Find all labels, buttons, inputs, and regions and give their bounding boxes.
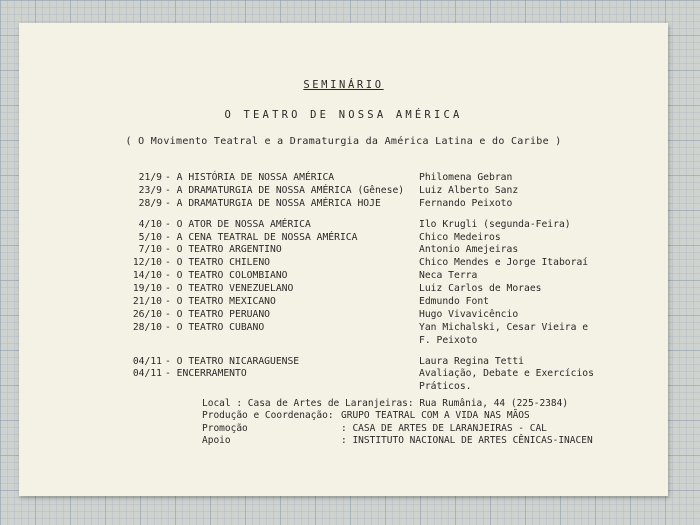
- schedule-row: [115, 244, 635, 257]
- schedule-row: [115, 335, 635, 348]
- producao-label: Produção e Coordenação:: [202, 410, 334, 422]
- session-speaker: Luiz Alberto Sanz: [419, 184, 519, 196]
- session-speaker: Práticos.: [419, 381, 472, 393]
- session-date: 21/9: [138, 172, 162, 183]
- schedule-list: [115, 172, 635, 394]
- session-topic: - O TEATRO COLOMBIANO: [165, 270, 288, 282]
- schedule-row: [115, 309, 635, 322]
- session-speaker: Luiz Carlos de Moraes: [419, 283, 542, 295]
- session-date: 14/10: [132, 270, 162, 282]
- session-topic: - O TEATRO PERUANO: [165, 308, 270, 320]
- info-apoio: [202, 435, 652, 447]
- schedule-row: [115, 185, 635, 198]
- schedule-row: [115, 381, 635, 394]
- schedule-row: [115, 219, 635, 232]
- session-speaker: Hugo Vivavicêncio: [419, 308, 519, 320]
- session-date: 21/10: [132, 296, 162, 308]
- schedule-row: [115, 172, 635, 185]
- session-speaker: Ilo Krugli (segunda-Feira): [419, 218, 571, 230]
- session-speaker: Chico Mendes e Jorge Itaboraí: [419, 257, 589, 269]
- apoio-value: : INSTITUTO NACIONAL DE ARTES CÊNICAS-INACEN: [341, 435, 593, 447]
- schedule-row: [115, 283, 635, 296]
- schedule-row: [115, 270, 635, 283]
- seminar-tagline: ( O Movimento Teatral e a Dramaturgia da América Latina e do Caribe ): [125, 136, 562, 147]
- session-date: 7/10: [138, 244, 162, 256]
- session-topic: - O TEATRO NICARAGUENSE: [165, 355, 300, 367]
- promocao-value: : CASA DE ARTES DE LARANJEIRAS - CAL: [341, 422, 547, 434]
- session-date: 28/9: [138, 197, 162, 209]
- session-topic: - A DRAMATURGIA DE NOSSA AMÉRICA HOJE: [165, 197, 381, 209]
- session-speaker: Fernando Peixoto: [419, 197, 513, 209]
- session-date: 23/9: [138, 184, 162, 196]
- session-speaker: Chico Medeiros: [419, 231, 501, 243]
- session-date: 19/10: [132, 283, 162, 295]
- schedule-row: [115, 322, 635, 335]
- promocao-label: Promoção: [202, 422, 248, 434]
- session-topic: - O TEATRO CUBANO: [165, 321, 265, 333]
- apoio-label: Apoio: [202, 435, 231, 447]
- session-date: 4/10: [138, 218, 162, 230]
- session-topic: - O ATOR DE NOSSA AMÉRICA: [165, 218, 311, 230]
- session-topic: - O TEATRO CHILENO: [165, 257, 270, 269]
- session-date: 12/10: [132, 257, 162, 269]
- info-local: [202, 398, 652, 410]
- session-speaker: Edmundo Font: [419, 296, 489, 308]
- document-title: SEMINÁRIO: [303, 79, 384, 91]
- session-topic: - A HISTÓRIA DE NOSSA AMÉRICA: [165, 172, 335, 183]
- info-producao: [202, 410, 652, 422]
- local-text: Local : Casa de Artes de Laranjeiras: Rua Rumânia, 44 (225-2384): [202, 398, 569, 409]
- seminar-subtitle: O TEATRO DE NOSSA AMÉRICA: [224, 109, 463, 121]
- schedule-row: [115, 257, 635, 270]
- session-speaker: Antonio Amejeiras: [419, 244, 519, 256]
- session-topic: - O TEATRO ARGENTINO: [165, 244, 282, 256]
- session-topic: - ENCERRAMENTO: [165, 368, 247, 380]
- session-speaker: Avaliação, Debate e Exercícios: [419, 368, 594, 380]
- session-speaker: Philomena Gebran: [419, 172, 513, 183]
- session-topic: - A CENA TEATRAL DE NOSSA AMÉRICA: [165, 231, 358, 243]
- producao-value: GRUPO TEATRAL COM A VIDA NAS MÃOS: [341, 410, 530, 422]
- info-promocao: [202, 423, 652, 435]
- session-speaker: Laura Regina Tetti: [419, 355, 524, 367]
- session-date: 04/11: [132, 368, 162, 380]
- session-date: 28/10: [132, 321, 162, 333]
- session-date: 5/10: [138, 231, 162, 243]
- group-spacer: [115, 348, 635, 356]
- group-spacer: [115, 211, 635, 219]
- event-info: [202, 398, 652, 448]
- session-speaker: Neca Terra: [419, 270, 478, 282]
- document-sheet: [19, 23, 668, 496]
- session-speaker: F. Peixoto: [419, 334, 478, 346]
- session-topic: - O TEATRO MEXICANO: [165, 296, 276, 308]
- schedule-row: [115, 296, 635, 309]
- session-date: 04/11: [132, 355, 162, 367]
- schedule-row: [115, 232, 635, 245]
- schedule-row: [115, 198, 635, 211]
- session-topic: - O TEATRO VENEZUELANO: [165, 283, 294, 295]
- schedule-row: [115, 368, 635, 381]
- session-topic: - A DRAMATURGIA DE NOSSA AMÉRICA (Gênese): [165, 184, 405, 196]
- schedule-row: [115, 356, 635, 369]
- session-date: 26/10: [132, 308, 162, 320]
- session-speaker: Yan Michalski, Cesar Vieira e: [419, 321, 589, 333]
